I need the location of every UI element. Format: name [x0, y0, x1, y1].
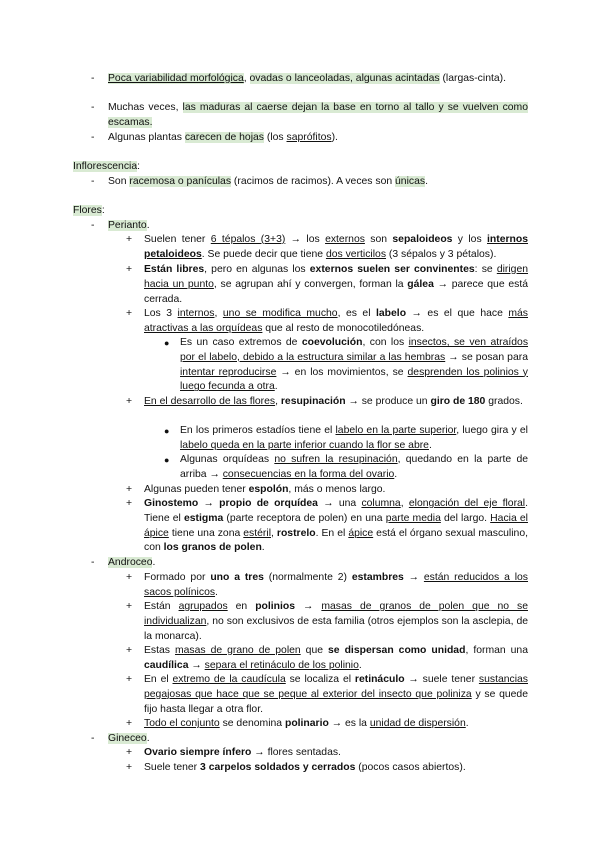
dash-marker: -: [91, 557, 95, 568]
plus-marker: +: [126, 645, 133, 656]
gineceo-label: - Gineceo.: [108, 732, 528, 747]
plus-marker: +: [126, 572, 133, 583]
perianto-item-ginostemo: + Ginostemo → propio de orquídea → una columna, elongación del eje floral. Tiene el estigma (parte receptora de polen) en una parte media del largo. Hacia el ápice tiene una zona estéril, rostrelo. En el ápice está el órgano sexual masculino, con los granos de polen.: [126, 498, 529, 554]
androceo-item-polinario: + Todo el conjunto se denomina polinario → es la unidad de dispersión.: [144, 717, 528, 732]
perianto-item-resupinacion: + En el desarrollo de las flores, resupinación → se produce un giro de 180 grados.: [144, 395, 528, 410]
plus-marker: +: [126, 484, 133, 495]
plus-marker: +: [126, 747, 133, 758]
perianto-item-libres: + Están libres, pero en algunas los externos suelen ser convinentes: se dirigen hacia un punto, se agrupan ahí y convergen, forman la gálea → parece que está cerrada.: [126, 264, 529, 305]
androceo-item-estambres: + Formado por uno a tres (normalmente 2) estambres → están reducidos a los sacos polínicos.: [126, 572, 529, 598]
dot-marker: ●: [164, 338, 170, 348]
intro-item-1: - Poca variabilidad morfológica, ovadas o lanceoladas, algunas acintadas (largas-cinta).: [108, 72, 528, 87]
intro-item-3: - Algunas plantas carecen de hojas (los saprófitos).: [108, 131, 528, 146]
plus-marker: +: [126, 308, 133, 319]
perianto-item-espolon: + Algunas pueden tener espolón, más o menos largo.: [144, 483, 528, 498]
heading-inflorescencia: Inflorescencia:: [73, 161, 141, 172]
plus-marker: +: [126, 601, 133, 612]
plus-marker: +: [126, 498, 133, 509]
dot-marker: ●: [164, 426, 170, 436]
inflorescencia-item: - Son racemosa o panículas (racimos de racimos). A veces son únicas.: [108, 175, 528, 190]
gineceo-item-carpelos: + Suele tener 3 carpelos soldados y cerrados (pocos casos abiertos).: [144, 761, 528, 776]
plus-marker: +: [126, 234, 133, 245]
plus-marker: +: [126, 718, 133, 729]
androceo-label: - Androceo.: [108, 556, 528, 571]
dash-marker: -: [91, 73, 95, 84]
perianto-item-labelo: + Los 3 internos, uno se modifica mucho, es el labelo → es el que hace más atractivas a las orquídeas que al resto de monocotiledóneas.: [126, 308, 528, 334]
gineceo-item-ovario: + Ovario siempre ínfero → flores sentadas.: [144, 746, 528, 761]
perianto-item-tepalos: + Suelen tener 6 tépalos (3+3) → los externos son sepaloideos y los internos petaloideos. Se puede decir que tiene dos verticilos (3 sépalos y 3 pétalos).: [126, 234, 529, 260]
dash-marker: -: [91, 132, 95, 143]
androceo-item-caudilica: + Estas masas de grano de polen que se dispersan como unidad, forman una caudílica → separa el retináculo de los polinio.: [126, 645, 528, 671]
dot-marker: ●: [164, 455, 170, 465]
androceo-item-polinios: + Están agrupados en polinios → masas de granos de polen que no se individualizan, no son exclusivos de esta familia (otros ejemplos son la asclepia, de la monarca).: [126, 601, 528, 642]
dash-marker: -: [91, 733, 95, 744]
plus-marker: +: [126, 762, 133, 773]
dash-marker: -: [91, 220, 95, 231]
perianto-subitem-coevolucion: ● Es un caso extremos de coevolución, con los insectos, se ven atraídos por el labelo, debido a la estructura similar a las hembras → se posan para intentar reproducirse → en los movimientos, se desprenden los polinios y luego fecunda a otra.: [164, 337, 529, 393]
plus-marker: +: [126, 264, 133, 275]
intro-item-2: - Muchas veces, las maduras al caerse dejan la base en torno al tallo y se vuelven como escamas.: [91, 102, 528, 128]
dash-marker: -: [91, 176, 95, 187]
heading-flores: Flores:: [73, 205, 105, 216]
plus-marker: +: [126, 674, 133, 685]
plus-marker: +: [126, 396, 133, 407]
perianto-subitem-estadios: ● En los primeros estadíos tiene el labelo en la parte superior, luego gira y el labelo queda en la parte inferior cuando la flor se abre.: [164, 425, 528, 451]
androceo-item-retinaculo: + En el extremo de la caudícula se localiza el retináculo → suele tener sustancias pegajosas que hace que se peque al exterior del insecto que poliniza y se quede fijo hasta llegar a otra flor.: [126, 674, 528, 715]
perianto-subitem-no-resupinacion: ● Algunas orquídeas no sufren la resupinación, quedando en la parte de arriba → consecuencias en la forma del ovario.: [164, 454, 528, 480]
perianto-label: - Perianto.: [108, 219, 528, 234]
dash-marker: -: [91, 102, 95, 113]
